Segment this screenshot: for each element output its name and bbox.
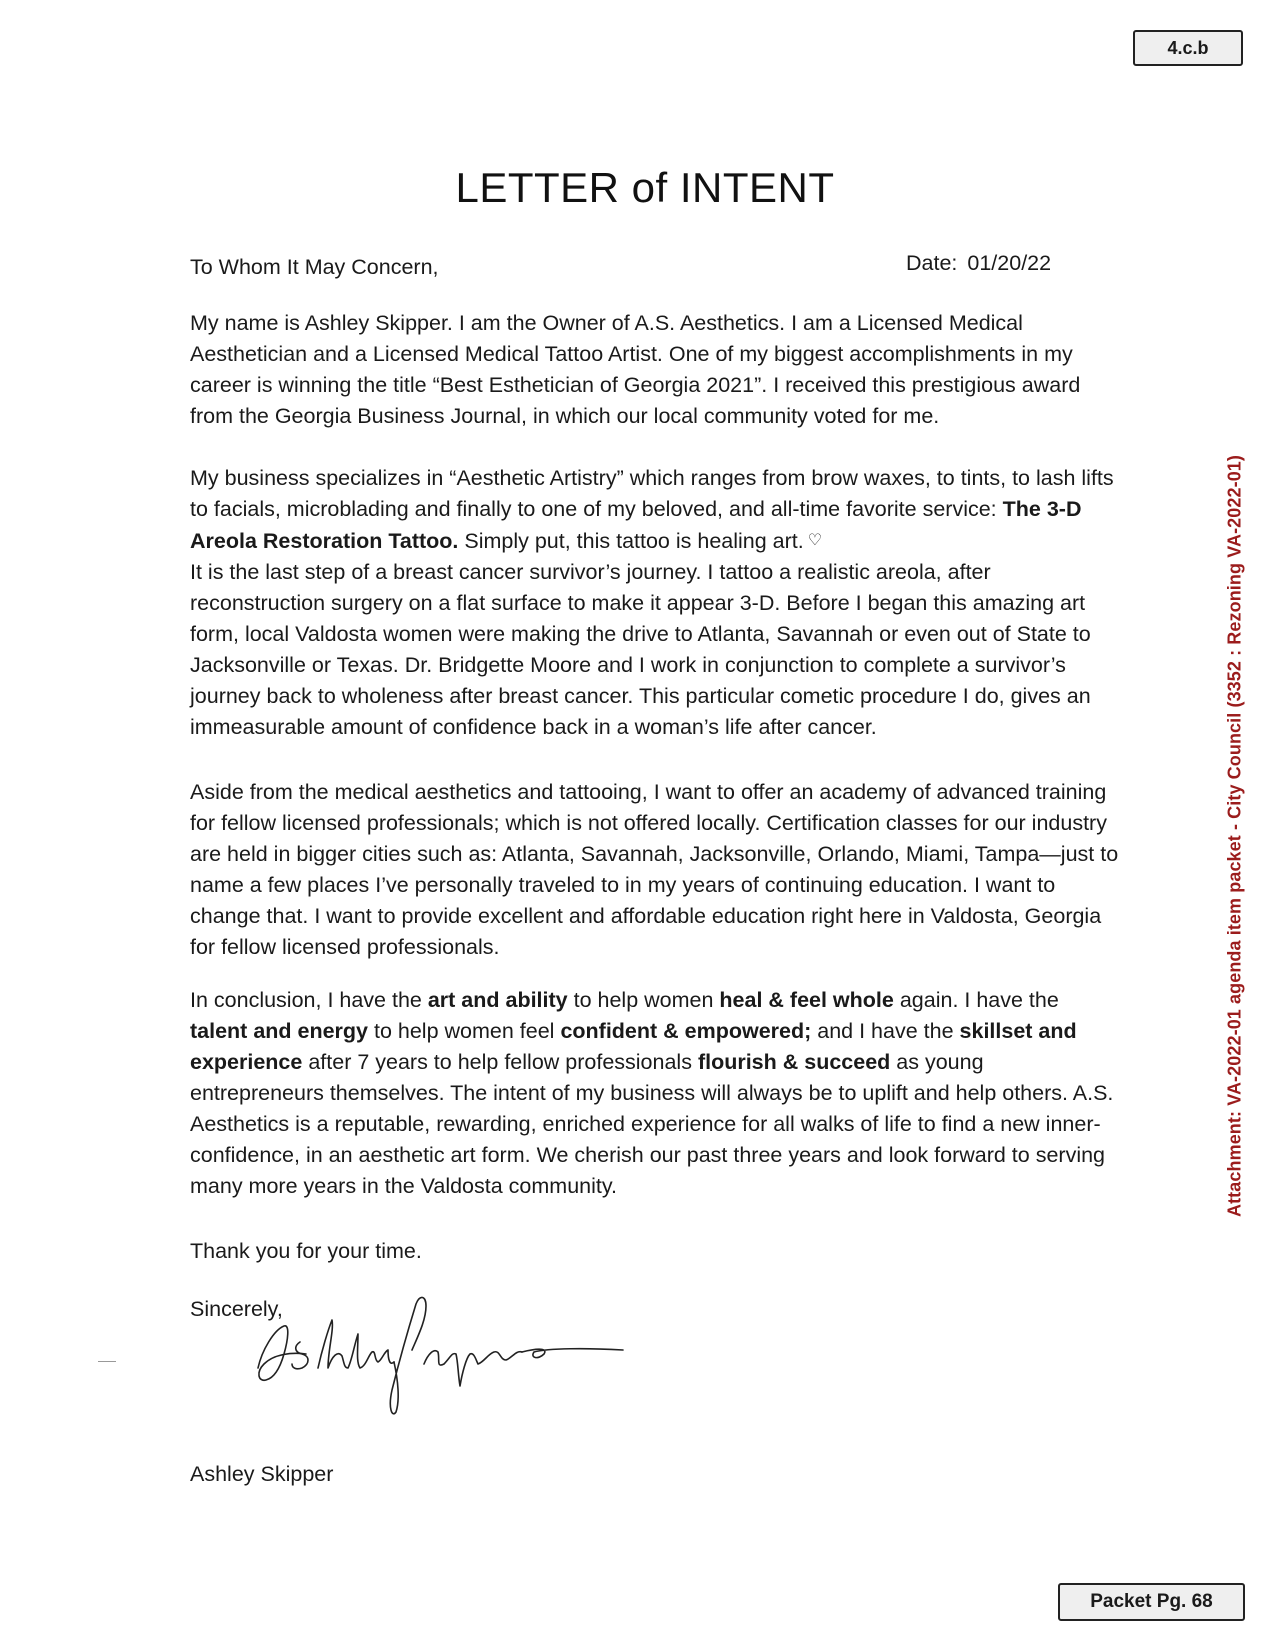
paragraph-academy: Aside from the medical aesthetics and tattooing, I want to offer an academy of advanced training for fellow licensed professionals; which is not offered locally. Certification classes for our industry are held in bigger cities such as: Atlanta, Savannah, Jacksonville, Orlando, Miami, Tampa—just to name a few places I’ve personally traveled to in my years of continuing education. I want to change that. I want to provide excellent and affordable education right here in Valdosta, Georgia for fellow licensed professionals. [190, 780, 1119, 959]
conclusion-text-2: to help women [567, 988, 720, 1012]
services-after: Simply put, this tattoo is healing art. [458, 529, 804, 553]
scan-mark [98, 1361, 116, 1362]
conclusion-bold-2: heal & feel whole [719, 988, 894, 1012]
conclusion-text-7: as young entrepreneurs themselves. The intent of my business will always be to uplift and help others. A.S. Aesthetics is a reputable, rewarding, enriched experience for all walks of life to find a new inner-confidence, in an aesthetic art form. We cherish our past three years and look forward to serving many more years in the Valdosta community. [190, 1050, 1114, 1198]
letter-date [906, 248, 1051, 279]
paragraph-introduction: My name is Ashley Skipper. I am the Owner of A.S. Aesthetics. I am a Licensed Medical Aesthetician and a Licensed Medical Tattoo Artist. One of my biggest accomplishments in my career is winning the title “Best Esthetician of Georgia 2021”. I received this prestigious award from the Georgia Business Journal, in which our local community voted for me. [190, 311, 1081, 428]
signature-stroke-kipper [424, 1351, 522, 1386]
conclusion-bold-4: confident & empowered; [560, 1019, 812, 1043]
packet-page-label: Packet Pg. 68 [1058, 1583, 1245, 1621]
page-id-label: 4.c.b [1133, 30, 1243, 66]
attachment-sidebar-text [1222, 394, 1248, 1278]
heart-icon: ♡ [807, 532, 823, 549]
attachment-label: Attachment: VA-2022-01 agenda item packet - City Council (3352 : Rezoning VA-2022-01) [1224, 454, 1245, 1218]
services-highlight: The 3-D Areola Restoration Tattoo. [190, 497, 1082, 553]
conclusion-bold-6: flourish & succeed [697, 1050, 891, 1074]
services-details: It is the last step of a breast cancer survivor’s journey. I tattoo a realistic areola, after reconstruction surgery on a flat surface to make it appear 3-D. Before I began this amazing art form, local Valdosta women were making the drive to Atlanta, Savannah or even out of State to Jacksonville or Texas. Dr. Bridgette Moore and I work in conjunction to complete a survivor’s journey back to wholeness after breast cancer. This particular cometic procedure I do, gives an immeasurable amount of confidence back in a woman’s life after cancer. [190, 560, 1091, 739]
conclusion-text-6: after 7 years to help fellow professionals [302, 1050, 698, 1074]
closing-thanks: Thank you for your time. [190, 1239, 422, 1263]
paragraph-conclusion [190, 985, 1120, 1202]
conclusion-text-3: again. I have the [893, 988, 1059, 1012]
handwritten-signature [248, 1290, 648, 1420]
document-title: LETTER of INTENT [455, 164, 835, 211]
signature-stroke-s [292, 1342, 308, 1369]
conclusion-text-5: and I have the [811, 1019, 960, 1043]
services-intro: My business specializes in “Aesthetic Artistry” which ranges from brow waxes, to tints, to lash lifts to facials, microblading and finally to one of my beloved, and all-time favorite service: [190, 466, 1114, 521]
date-value: 01/20/22 [967, 251, 1052, 275]
conclusion-bold-3: talent and energy [190, 1019, 369, 1043]
signature-stroke-tail [522, 1349, 623, 1358]
conclusion-text-1: In conclusion, I have the [190, 988, 428, 1012]
paragraph-services [190, 463, 1120, 743]
signer-name: Ashley Skipper [190, 1462, 334, 1486]
conclusion-bold-5: skillset and experience [190, 1019, 1077, 1074]
date-label: Date: [906, 251, 958, 275]
conclusion-bold-1: art and ability [427, 988, 568, 1012]
salutation: To Whom It May Concern, [190, 255, 439, 279]
signature-stroke-loop [390, 1297, 426, 1413]
closing-sincerely: Sincerely, [190, 1297, 283, 1321]
conclusion-text-4: to help women feel [368, 1019, 561, 1043]
signature-stroke-hley [318, 1320, 394, 1368]
